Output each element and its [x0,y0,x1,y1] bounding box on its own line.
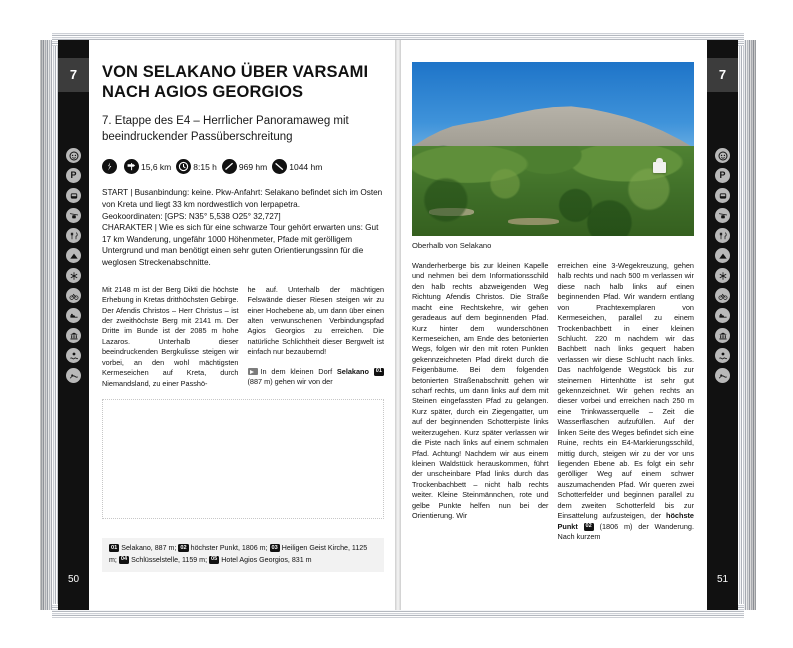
fact-ascent [222,159,267,174]
route-highest-point-label: höchste Punkt [557,511,694,531]
route-tip [248,367,385,388]
photo-forest [412,146,694,236]
restaurant-icon[interactable] [715,228,730,243]
swimming-icon[interactable] [66,348,81,363]
route-text-1: Wanderherberge bis zur kleinen Kapelle und nehmen bei dem Informationsschild den halb rechts abzweigenden Weg Richtung Afendis Christos. Die Straße macht eine Rechtskehre, wir gehen geradeaus auf dem beginnenden Pfad. Kurz hinter dem wunderschönen Kermeseichen, am Ende des betonierten Wegs, folgen wir den mit roten Punkten gekennzeichneten Pfad direkt durch die Feigenbäume. Bei dem folgenden betonierten Straßenabschnitt gehen wir scharf rechts, um dann links auf dem mit Steinen eingefassten Pfad zu gelangen. Kurz später, durch ein Ziegengatter, um auf der beginnenden Schotterpiste links weiterzugehen. Kurz später verlassen wir die Piste nach links auf einem schmalen Pfad. Achtung! Nachdem wir aus einem kleinen Waldstück herauskommen, führt der unscheinbare Pfad links durch das Trockenbachbett – nicht halb rechts weiter. Kleine Steinmännchen, rote und gelbe Punkte helfen nun bei der Orientierung. Wir [412,261,549,521]
route-marker-icon [248,368,258,375]
waypoint-badge-3: 03 [271,544,278,551]
photo-rock-patch-a [429,208,474,216]
intro-column-2 [248,285,385,389]
fact-descent-label: 1044 hm [289,161,323,172]
chapter-number-left: 7 [58,58,89,92]
route-columns [412,261,694,542]
waypoint-badge-2: 02 [180,544,187,551]
waypoint-badge-1: 01 [111,544,118,551]
tip-waypoint-badge: 01 [375,368,382,375]
page-subtitle: 7. Etappe des E4 – Herrlicher Panoramaweg mit beeindruckender Passüberschreitung [102,115,349,143]
left-page-content [102,40,384,610]
route-text-2 [558,261,695,542]
tour-meta [102,187,384,268]
meta-character: CHARAKTER | Wie es sich für eine schwarze Tour gehört erwarten uns: Gut 17 km Wanderung, ungefähr 1000 Höhenmeter, Pfade mit gerölligem Untergrund und man benötigt einen sehr guten Orientierungssinn für die weglosen Streckenabschnitte. [102,223,379,268]
clock-icon [176,159,191,174]
right-page-content [412,40,694,610]
photo-chapel [653,162,666,173]
intro-column-1 [102,285,239,389]
snowflake-icon[interactable] [66,268,81,283]
chapter-number-right: 7 [707,58,738,92]
book-spread [40,40,756,610]
page-title: VON SELAKANO ÜBER VARSAMI NACH AGIOS GEORGIOS [102,63,369,102]
snowflake-icon[interactable] [715,268,730,283]
photo-caption: Oberhalb von Selakano [412,241,492,250]
waypoint-badge-5: 05 [211,556,218,563]
landscape-photo [412,62,694,236]
signpost-icon [124,159,139,174]
book-spine [395,40,401,610]
tip-place: Selakano [336,366,369,376]
right-page [398,40,738,610]
bicycle-icon[interactable] [66,288,81,303]
cable-car-icon[interactable] [715,208,730,223]
fact-ascent-label: 969 hm [238,161,268,172]
route-text-2b: (1806 m) der Wanderung. Nach kurzem [557,521,695,541]
route-column-2 [558,261,695,542]
meta-coords: Geokoordinaten: [GPS: N35° 5,538 O25° 32,727] [102,211,281,221]
fact-distance-label: 15,6 km [141,161,172,172]
viewpoint-icon[interactable] [66,368,81,383]
tip-prefix: In dem kleinen Dorf [260,366,337,376]
route-column-1 [412,261,549,542]
tip-suffix: (887 m) gehen wir von der [247,377,333,387]
parking-icon[interactable]: P [715,168,730,183]
photo-rock-patch-b [508,218,559,225]
waypoint-text-5: Hotel Agios Georgios, 831 m [221,555,312,564]
cable-car-icon[interactable] [66,208,81,223]
waypoint-text-3: Heiligen Geist Kirche, 1125 m; [109,544,368,564]
route-text-2a: erreichen eine 3-Wegekreuzung, gehen halb rechts und nach 500 m verlassen wir diese nach halb links auf einen beginnenden Pfad. Wir wandern entlang von Prachtexemplaren von Kermeseichen, parallel zu einem Trockenbachbett in einer kleinen Schlucht. 220 m nachdem wir das Bachbett nach links gequert haben verlassen wir diese Schlucht nach links. Das nachfolgende Wegstück bis zur steinernen Hirtenhütte ist sehr gut gekennzeichnet. Wir gehen rechts an dieser vorbei und erreichen nach 250 m eine Trinkwasserquelle – Zeit die Wasserflaschen aufzufüllen. Auf der linken Seite des Weges befindet sich eine Ruine, rechts ein E4-Markierungsschild, mittig durch, steigen wir zu der vor uns liegenden Ebene ab. Es folgt ein sehr gerölliger Weg auf einem schwer auszumachenden Pfad. Wir queren zwei Schotterfelder und beginnen parallel zu dem zweiten Schotterfeld bis zur Einsattelung aufzusteigen, der [557,261,694,521]
waypoint-list [102,538,384,572]
swimming-icon[interactable] [715,348,730,363]
bed-icon[interactable] [715,308,730,323]
bus-icon[interactable] [715,188,730,203]
fact-duration [176,159,217,174]
restaurant-icon[interactable] [66,228,81,243]
ascent-icon [222,159,237,174]
waypoint-text-1: Selakano, 887 m; [121,544,177,553]
tour-facts-bar [102,159,384,174]
bicycle-icon[interactable] [715,288,730,303]
waypoint-text-2: höchster Punkt, 1806 m; [190,544,268,553]
fact-distance [124,159,171,174]
page-number-right: 51 [716,574,729,585]
bed-icon[interactable] [66,308,81,323]
bus-icon[interactable] [66,188,81,203]
difficulty-black-icon [102,159,117,174]
mountain-icon[interactable] [715,248,730,263]
parking-icon[interactable]: P [66,168,81,183]
child-friendly-icon[interactable] [66,148,81,163]
museum-icon[interactable] [715,328,730,343]
waypoint-badge-4: 04 [120,556,128,563]
meta-start: START | Busanbindung: keine. Pkw-Anfahrt: Selakano befindet sich im Osten von Kreta und liegt 33 km nordwestlich von Ierpapetra. [102,188,383,209]
intro-text-1: Mit 2148 m ist der Berg Dikti die höchste Erhebung in Kretas dritthöchsten Gebirge. Der Afendis Christos – Herr Christus – ist der zweithöchste Berg mit 2141 m. Der Dritte im Bunde ist der 2085 m hohe Lazaros. Unterhalb dieser beeindruckenden Bergkulisse steigen wir vorbei, an den wohl mächtigsten Kermeseichen auf Kreta, durch Niemandsland, zu einer Passhö- [102,284,239,388]
viewpoint-icon[interactable] [715,368,730,383]
route-waypoint-badge: 02 [585,523,592,530]
descent-icon [272,159,287,174]
left-page [58,40,398,610]
fact-difficulty [102,159,119,174]
intro-text-2: he auf. Unterhalb der mächtigen Felswände dieser Riesen steigen wir zu einer Hochebene ab, um dann über einen alten verwunschenen Verbindungspfad Agios Georgios zu erreichen. Die natürliche Schlichtheit dieser Bergwelt ist einfach nur bezaubernd! [247,284,384,357]
map-placeholder [102,399,384,519]
intro-columns [102,285,384,389]
fact-duration-label: 8:15 h [193,161,217,172]
page-number-left: 50 [67,574,80,585]
waypoint-text-4: Schlüsselstelle, 1159 m; [131,555,208,564]
mountain-icon[interactable] [66,248,81,263]
fact-descent [272,159,322,174]
museum-icon[interactable] [66,328,81,343]
child-friendly-icon[interactable] [715,148,730,163]
right-icon-strip [707,148,738,383]
left-icon-strip [58,148,89,383]
